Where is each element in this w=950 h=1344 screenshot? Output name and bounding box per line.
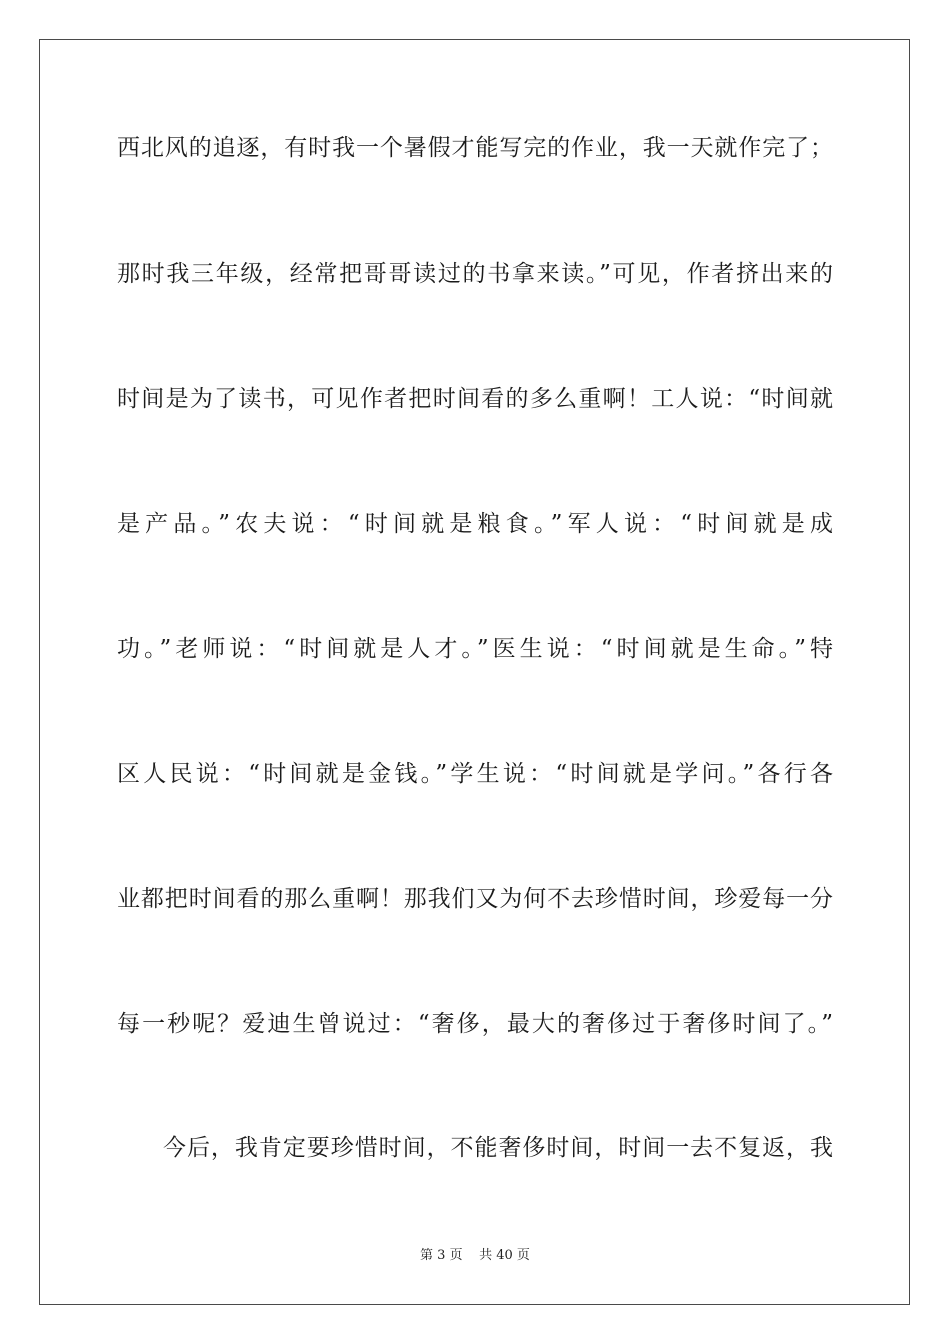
text-line-7: 业都把时间看的那么重啊！那我们又为何不去珍惜时间，珍爱每一分	[117, 886, 833, 912]
text-line-4: 是产品。”农夫说：“时间就是粮食。”军人说：“时间就是成	[117, 511, 833, 537]
text-line-8: 每一秒呢？爱迪生曾说过：“奢侈，最大的奢侈过于奢侈时间了。”	[117, 1011, 833, 1037]
page-total: 共 40 页	[479, 1248, 530, 1263]
text-line-6: 区人民说：“时间就是金钱。”学生说：“时间就是学问。”各行各	[117, 761, 833, 787]
text-line-3: 时间是为了读书，可见作者把时间看的多么重啊！工人说：“时间就	[117, 386, 833, 412]
page-number: 第 3 页	[420, 1248, 463, 1263]
page-border	[39, 39, 910, 1305]
text-line-5: 功。”老师说：“时间就是人才。”医生说：“时间就是生命。”特	[117, 636, 833, 662]
text-line-1: 西北风的追逐，有时我一个暑假才能写完的作业，我一天就作完了；	[117, 135, 833, 161]
text-line-9-paragraph-start: 今后，我肯定要珍惜时间，不能奢侈时间，时间一去不复返，我	[163, 1135, 833, 1161]
page-footer	[0, 1248, 950, 1264]
text-line-2: 那时我三年级，经常把哥哥读过的书拿来读。”可见，作者挤出来的	[117, 261, 833, 287]
